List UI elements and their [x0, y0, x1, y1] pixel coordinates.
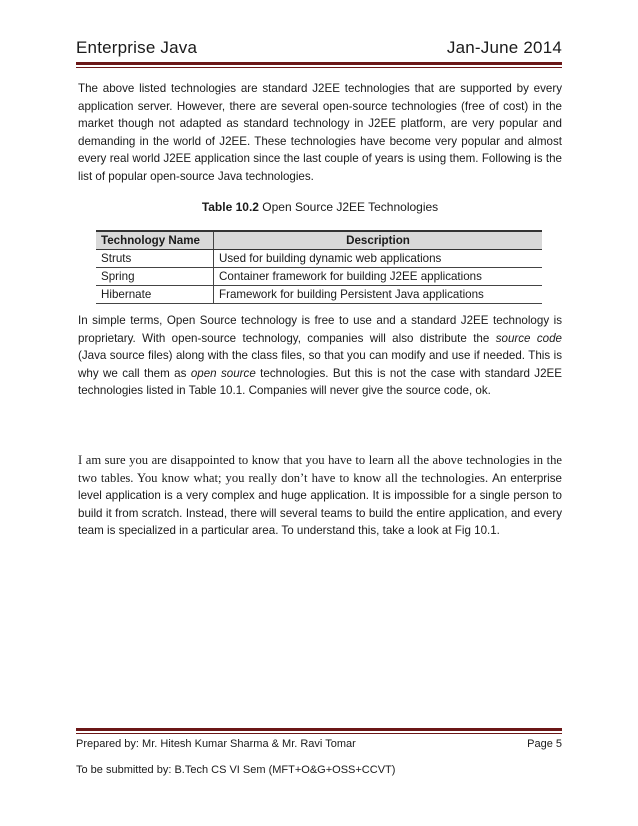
table-caption-label: Table 10.2	[201, 200, 259, 214]
cell-description: Container framework for building J2EE applications	[214, 268, 543, 286]
footer-submission: To be submitted by: B.Tech CS VI Sem (MFT+O&G+OSS+CCVT)	[76, 764, 396, 776]
footer-rule-thin	[76, 733, 562, 734]
page-header	[76, 38, 562, 60]
paragraph3-serif-text: I am sure you are disappointed to know that you have to learn all the above technologies in the two tables. You know what; you really don’t have to know all the technologies.	[78, 453, 562, 485]
column-header-description: Description	[214, 231, 543, 250]
table-caption-text: Open Source J2EE Technologies	[258, 200, 439, 214]
paragraph-team-structure	[78, 452, 562, 540]
page-footer	[76, 738, 562, 754]
table-row	[96, 286, 542, 304]
header-title: Enterprise Java	[76, 38, 198, 57]
header-rule-thin	[76, 67, 562, 68]
paragraph2-text-3: technologies. But this is not the case with standard J2EE technologies listed in Table 10.1. Companies will never give the source code, ok.	[78, 366, 562, 398]
paragraph3-sans-text: An enterprise level application is a very complex and huge application. It is impossible for a single person to build it from scratch. Instead, there will several teams to build the entire application, and every team is specialized in a particular area. To understand this, take a look at Fig 10.1.	[78, 471, 562, 538]
table-row	[96, 268, 542, 286]
paragraph2-italic-source-code: source code	[495, 331, 563, 345]
cell-description: Framework for building Persistent Java applications	[214, 286, 543, 304]
cell-technology: Hibernate	[96, 286, 214, 304]
cell-description: Used for building dynamic web applications	[214, 250, 543, 268]
paragraph2-italic-open-source: open source	[190, 366, 256, 380]
cell-technology: Spring	[96, 268, 214, 286]
header-rule-thick	[76, 62, 562, 65]
column-header-technology: Technology Name	[96, 231, 214, 250]
paragraph-open-source-explained	[78, 312, 562, 400]
header-date: Jan-June 2014	[446, 38, 562, 57]
open-source-technologies-table	[96, 230, 542, 304]
page-number: Page 5	[527, 738, 562, 750]
paragraph2-text-1: In simple terms, Open Source technology is free to use and a standard J2EE technology is proprietary. With open-source technology, companies will also distribute the	[78, 314, 562, 345]
footer-rule-thick	[76, 728, 562, 731]
table-header-row	[96, 231, 542, 250]
table-caption	[78, 200, 562, 214]
cell-technology: Struts	[96, 250, 214, 268]
paragraph2-text-2: (Java source files) along with the class files, so that you can modify and use if needed. This is why we call them as	[78, 349, 562, 380]
table-row	[96, 250, 542, 268]
footer-authors: Prepared by: Mr. Hitesh Kumar Sharma & Mr. Ravi Tomar	[76, 738, 356, 750]
paragraph-intro: The above listed technologies are standard J2EE technologies that are supported by every application server. However, there are several open-source technologies (free of cost) in the market though not adapted as standard technology in J2EE platform, are very popular and demanding in the world of J2EE. These technologies have become very popular and almost every real world J2EE application since the last couple of years is using them. Following is the list of popular open-source Java technologies.	[78, 82, 562, 183]
